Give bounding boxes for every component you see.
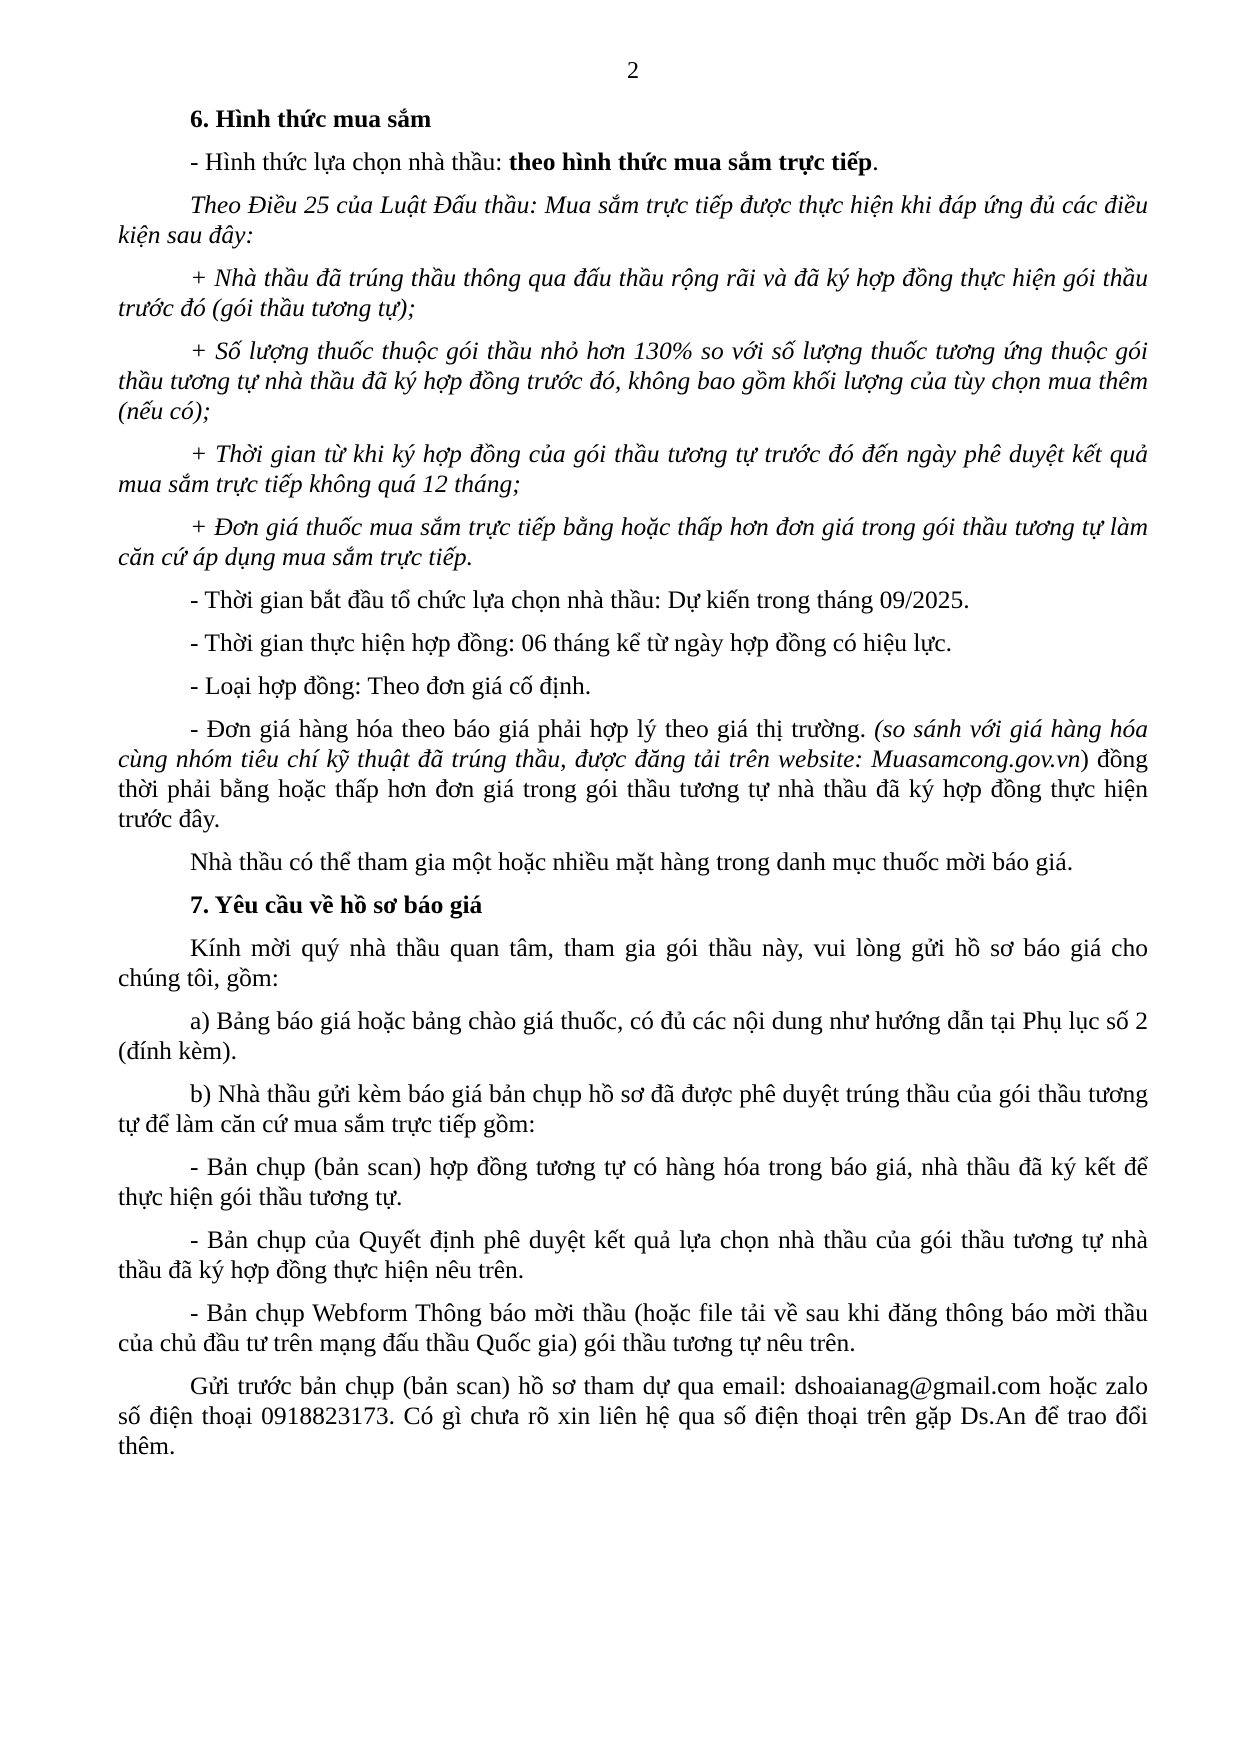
invitation: Kính mời quý nhà thầu quan tâm, tham gia gói thầu này, vui lòng gửi hồ sơ báo giá cho chúng tôi, gồm: — [118, 933, 1148, 992]
selection-method-label: - Hình thức lựa chọn nhà thầu: — [190, 147, 509, 176]
document-item: - Bản chụp (bản scan) hợp đồng tương tự có hàng hóa trong báo giá, nhà thầu đã ký kết để thực hiện gói thầu tương tự. — [118, 1152, 1148, 1211]
document-item: - Bản chụp của Quyết định phê duyệt kết quả lựa chọn nhà thầu của gói thầu tương tự nhà thầu đã ký hợp đồng thực hiện nêu trên. — [118, 1225, 1148, 1284]
section-7-heading: 7. Yêu cầu về hồ sơ báo giá — [190, 890, 483, 919]
unit-price-text: - Đơn giá hàng hóa theo báo giá phải hợp lý theo giá thị trường. — [190, 714, 875, 743]
start-time: - Thời gian bắt đầu tổ chức lựa chọn nhà thầu: Dự kiến trong tháng 09/2025. — [190, 585, 970, 614]
unit-price-requirement — [118, 714, 1148, 834]
contract-duration: - Thời gian thực hiện hợp đồng: 06 tháng kể từ ngày hợp đồng có hiệu lực. — [190, 628, 953, 657]
selection-method — [118, 147, 1148, 177]
condition-item: + Thời gian từ khi ký hợp đồng của gói thầu tương tự trước đó đến ngày phê duyệt kết quả mua sắm trực tiếp không quá 12 tháng; — [118, 439, 1148, 498]
contract-type: - Loại hợp đồng: Theo đơn giá cố định. — [190, 671, 592, 700]
condition-item: + Đơn giá thuốc mua sắm trực tiếp bằng hoặc thấp hơn đơn giá trong gói thầu tương tự làm căn cứ áp dụng mua sắm trực tiếp. — [118, 512, 1148, 571]
condition-item: + Nhà thầu đã trúng thầu thông qua đấu thầu rộng rãi và đã ký hợp đồng thực hiện gói thầu trước đó (gói thầu tương tự); — [118, 263, 1148, 322]
condition-item: + Số lượng thuốc thuộc gói thầu nhỏ hơn 130% so với số lượng thuốc tương ứng thuộc gói thầu tương tự nhà thầu đã ký hợp đồng trước đó, không bao gồm khối lượng của tùy chọn mua thêm (nếu có); — [118, 336, 1148, 425]
section-6-heading: 6. Hình thức mua sắm — [190, 104, 432, 133]
unit-price-note: (so sánh với giá hàng hóa cùng nhóm tiêu chí kỹ thuật đã trúng thầu, được đăng tải trên website: Muasamcong.gov.vn — [118, 714, 1148, 773]
section-7 — [118, 890, 1148, 1461]
item-b: b) Nhà thầu gửi kèm báo giá bản chụp hồ sơ đã được phê duyệt trúng thầu của gói thầu tương tự để làm căn cứ mua sắm trực tiếp gồm: — [118, 1079, 1148, 1138]
contact-info: Gửi trước bản chụp (bản scan) hồ sơ tham dự qua email: dshoaianag@gmail.com hoặc zalo số điện thoại 0918823173. Có gì chưa rõ xin liên hệ qua số điện thoại trên gặp Ds.An để trao đổi thêm. — [118, 1371, 1148, 1460]
document-page — [118, 56, 1148, 1474]
selection-method-end: . — [872, 147, 879, 176]
participation-note: Nhà thầu có thể tham gia một hoặc nhiều mặt hàng trong danh mục thuốc mời báo giá. — [190, 847, 1074, 876]
page-number: 2 — [627, 58, 639, 84]
selection-method-value: theo hình thức mua sắm trực tiếp — [508, 147, 873, 176]
item-a: a) Bảng báo giá hoặc bảng chào giá thuốc, có đủ các nội dung như hướng dẫn tại Phụ lục số 2 (đính kèm). — [118, 1006, 1148, 1065]
document-item: - Bản chụp Webform Thông báo mời thầu (hoặc file tải về sau khi đăng thông báo mời thầu của chủ đầu tư trên mạng đấu thầu Quốc gia) gói thầu tương tự nêu trên. — [118, 1298, 1148, 1357]
section-6 — [118, 104, 1148, 877]
law-intro: Theo Điều 25 của Luật Đấu thầu: Mua sắm trực tiếp được thực hiện khi đáp ứng đủ các điều kiện sau đây: — [118, 190, 1148, 249]
unit-price-text-end: ) đồng thời phải bằng hoặc thấp hơn đơn giá trong gói thầu tương tự nhà thầu đã ký hợp đồng thực hiện trước đây. — [118, 744, 1148, 833]
